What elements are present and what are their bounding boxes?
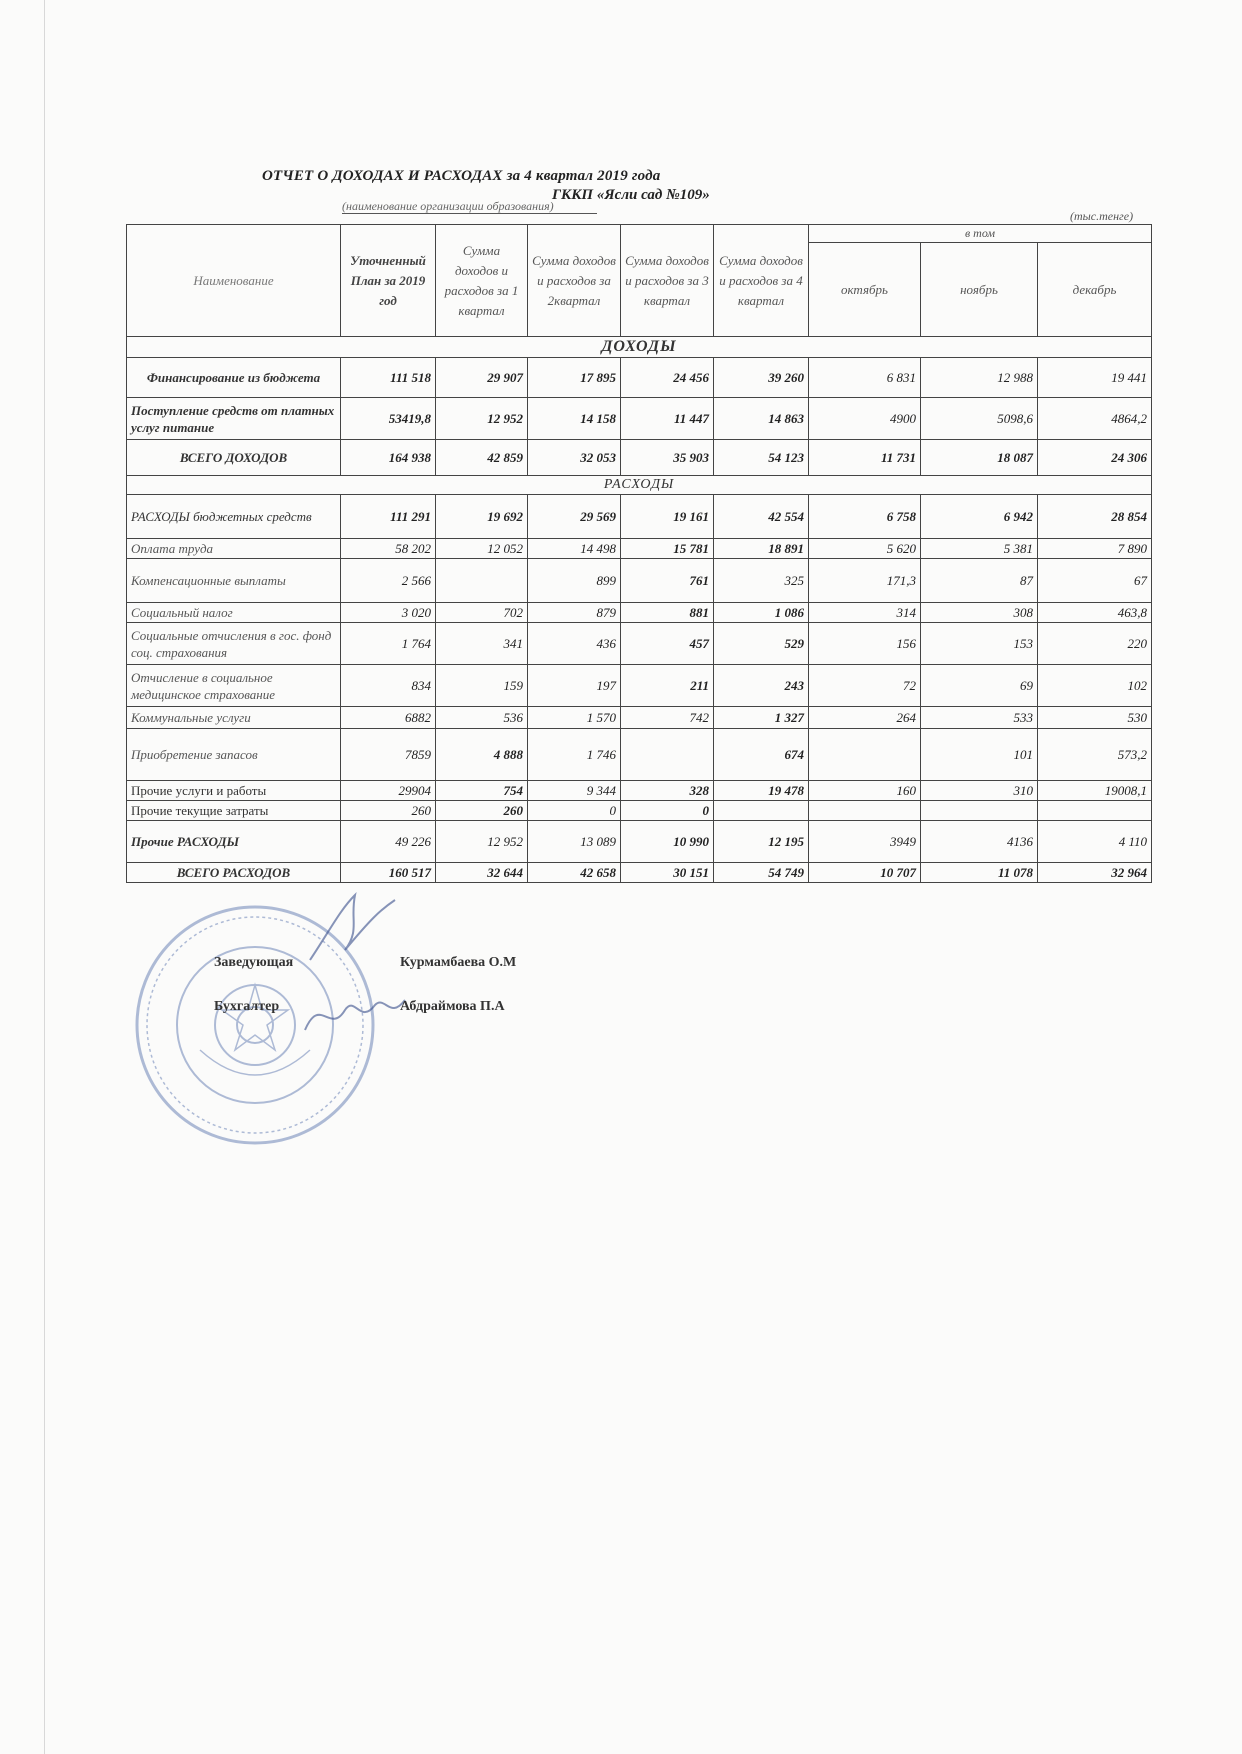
row-name: Коммунальные услуги <box>127 707 341 729</box>
cell-oct: 10 707 <box>809 863 921 883</box>
header-name: Наименование <box>127 225 341 337</box>
cell-q1: 29 907 <box>436 358 528 398</box>
cell-q3: 30 151 <box>621 863 714 883</box>
cell-oct: 6 831 <box>809 358 921 398</box>
cell-q1: 341 <box>436 623 528 665</box>
row-name: Социальные отчисления в гос. фонд соц. страхования <box>127 623 341 665</box>
cell-q2: 17 895 <box>528 358 621 398</box>
header-q2: Сумма доходов и расходов за 2квартал <box>528 225 621 337</box>
table-row <box>127 821 1152 863</box>
cell-nov: 87 <box>921 559 1038 603</box>
cell-nov: 308 <box>921 603 1038 623</box>
cell-q2: 13 089 <box>528 821 621 863</box>
table-row <box>127 398 1152 440</box>
cell-nov: 533 <box>921 707 1038 729</box>
cell-q2: 1 746 <box>528 729 621 781</box>
cell-plan: 111 291 <box>341 495 436 539</box>
table-row <box>127 665 1152 707</box>
cell-oct: 4900 <box>809 398 921 440</box>
table-row <box>127 781 1152 801</box>
cell-q2: 436 <box>528 623 621 665</box>
cell-q3: 0 <box>621 801 714 821</box>
table-row <box>127 358 1152 398</box>
cell-nov: 11 078 <box>921 863 1038 883</box>
cell-plan: 53419,8 <box>341 398 436 440</box>
report-table <box>126 224 1152 883</box>
table-row <box>127 559 1152 603</box>
cell-oct: 171,3 <box>809 559 921 603</box>
cell-dec: 463,8 <box>1038 603 1152 623</box>
cell-q1: 12 052 <box>436 539 528 559</box>
cell-dec: 19 441 <box>1038 358 1152 398</box>
cell-nov: 5 381 <box>921 539 1038 559</box>
cell-dec: 19008,1 <box>1038 781 1152 801</box>
cell-q1: 260 <box>436 801 528 821</box>
cell-q2: 14 158 <box>528 398 621 440</box>
header-november: ноябрь <box>921 243 1038 337</box>
cell-q3: 211 <box>621 665 714 707</box>
table-row <box>127 539 1152 559</box>
header-december: декабрь <box>1038 243 1152 337</box>
cell-plan: 164 938 <box>341 440 436 476</box>
head-name: Курмамбаева О.М <box>400 955 517 970</box>
cell-q4: 325 <box>714 559 809 603</box>
cell-dec: 7 890 <box>1038 539 1152 559</box>
table-row <box>127 707 1152 729</box>
cell-q1: 42 859 <box>436 440 528 476</box>
unit-label: (тыс.тенге) <box>1070 209 1134 223</box>
cell-oct: 5 620 <box>809 539 921 559</box>
cell-dec: 4864,2 <box>1038 398 1152 440</box>
cell-plan: 49 226 <box>341 821 436 863</box>
cell-dec: 102 <box>1038 665 1152 707</box>
cell-q4: 18 891 <box>714 539 809 559</box>
cell-q2: 0 <box>528 801 621 821</box>
stamp-star-icon <box>222 985 288 1050</box>
cell-plan: 160 517 <box>341 863 436 883</box>
row-name: Компенсационные выплаты <box>127 559 341 603</box>
row-name: Социальный налог <box>127 603 341 623</box>
cell-q3: 761 <box>621 559 714 603</box>
cell-oct: 3949 <box>809 821 921 863</box>
income-section-title: ДОХОДЫ <box>127 337 1152 358</box>
cell-q1: 32 644 <box>436 863 528 883</box>
head-role: Заведующая <box>214 955 294 970</box>
cell-nov <box>921 801 1038 821</box>
cell-dec <box>1038 801 1152 821</box>
cell-q4: 243 <box>714 665 809 707</box>
cell-plan: 7859 <box>341 729 436 781</box>
expense-section-title: РАСХОДЫ <box>127 476 1152 495</box>
cell-q4: 54 749 <box>714 863 809 883</box>
row-name: Отчисление в социальное медицинское страхование <box>127 665 341 707</box>
header-q4: Сумма доходов и расходов за 4 квартал <box>714 225 809 337</box>
cell-plan: 111 518 <box>341 358 436 398</box>
stamp-emblem-ring <box>215 985 295 1065</box>
cell-nov: 12 988 <box>921 358 1038 398</box>
cell-plan: 1 764 <box>341 623 436 665</box>
cell-dec: 220 <box>1038 623 1152 665</box>
cell-q2: 1 570 <box>528 707 621 729</box>
cell-q2: 9 344 <box>528 781 621 801</box>
page-edge <box>44 0 45 1754</box>
head-signature-icon <box>300 890 410 970</box>
cell-q1 <box>436 559 528 603</box>
cell-q2: 29 569 <box>528 495 621 539</box>
cell-nov: 6 942 <box>921 495 1038 539</box>
table-row <box>127 863 1152 883</box>
row-name: Финансирование из бюджета <box>127 358 341 398</box>
cell-dec: 24 306 <box>1038 440 1152 476</box>
report-title: ОТЧЕТ О ДОХОДАХ И РАСХОДАХ за 4 квартал 2019 года <box>262 168 661 184</box>
cell-q3: 457 <box>621 623 714 665</box>
row-name: Оплата труда <box>127 539 341 559</box>
row-name: РАСХОДЫ бюджетных средств <box>127 495 341 539</box>
row-name: Прочие услуги и работы <box>127 781 341 801</box>
cell-q1: 4 888 <box>436 729 528 781</box>
cell-plan: 58 202 <box>341 539 436 559</box>
cell-q4: 674 <box>714 729 809 781</box>
row-name: Поступление средств от платных услуг питание <box>127 398 341 440</box>
cell-dec: 4 110 <box>1038 821 1152 863</box>
cell-q4: 12 195 <box>714 821 809 863</box>
cell-nov: 69 <box>921 665 1038 707</box>
row-name: Прочие текущие затраты <box>127 801 341 821</box>
accountant-signature-icon <box>300 985 410 1045</box>
header-q3: Сумма доходов и расходов за 3 квартал <box>621 225 714 337</box>
cell-nov: 5098,6 <box>921 398 1038 440</box>
cell-q4: 1 327 <box>714 707 809 729</box>
cell-q1: 19 692 <box>436 495 528 539</box>
stamp-ribbon <box>200 1050 310 1075</box>
cell-plan: 3 020 <box>341 603 436 623</box>
cell-oct: 6 758 <box>809 495 921 539</box>
header-including: в том <box>809 225 1152 243</box>
cell-plan: 6882 <box>341 707 436 729</box>
row-name: Прочие РАСХОДЫ <box>127 821 341 863</box>
row-name: Приобретение запасов <box>127 729 341 781</box>
cell-oct: 314 <box>809 603 921 623</box>
table-row <box>127 603 1152 623</box>
cell-q3: 10 990 <box>621 821 714 863</box>
table-row <box>127 729 1152 781</box>
cell-q4: 14 863 <box>714 398 809 440</box>
cell-q3: 742 <box>621 707 714 729</box>
cell-q4: 39 260 <box>714 358 809 398</box>
cell-plan: 29904 <box>341 781 436 801</box>
cell-q3: 24 456 <box>621 358 714 398</box>
cell-nov: 101 <box>921 729 1038 781</box>
cell-q4 <box>714 801 809 821</box>
cell-q2: 14 498 <box>528 539 621 559</box>
cell-q2: 879 <box>528 603 621 623</box>
cell-q1: 754 <box>436 781 528 801</box>
header-q1: Сумма доходов и расходов за 1 квартал <box>436 225 528 337</box>
cell-plan: 260 <box>341 801 436 821</box>
table-row <box>127 440 1152 476</box>
cell-q4: 42 554 <box>714 495 809 539</box>
cell-q3: 11 447 <box>621 398 714 440</box>
cell-dec: 32 964 <box>1038 863 1152 883</box>
cell-oct: 160 <box>809 781 921 801</box>
table-row <box>127 495 1152 539</box>
cell-q3: 19 161 <box>621 495 714 539</box>
cell-nov: 4136 <box>921 821 1038 863</box>
organization-caption-text: (наименование организации образования) <box>342 199 554 213</box>
cell-q1: 536 <box>436 707 528 729</box>
cell-q3: 15 781 <box>621 539 714 559</box>
cell-q2: 42 658 <box>528 863 621 883</box>
cell-q4: 1 086 <box>714 603 809 623</box>
cell-q1: 12 952 <box>436 821 528 863</box>
table-row <box>127 801 1152 821</box>
cell-plan: 834 <box>341 665 436 707</box>
organization-name: ГККП «Ясли сад №109» <box>552 187 710 203</box>
cell-oct: 156 <box>809 623 921 665</box>
cell-q3: 881 <box>621 603 714 623</box>
cell-plan: 2 566 <box>341 559 436 603</box>
cell-q4: 19 478 <box>714 781 809 801</box>
accountant-name: Абдраймова П.А <box>400 999 505 1014</box>
header-plan: Уточненный План за 2019 год <box>341 225 436 337</box>
cell-q4: 54 123 <box>714 440 809 476</box>
cell-q1: 12 952 <box>436 398 528 440</box>
cell-q1: 702 <box>436 603 528 623</box>
accountant-role: Бухгалтер <box>214 999 280 1014</box>
cell-q2: 899 <box>528 559 621 603</box>
cell-q4: 529 <box>714 623 809 665</box>
cell-nov: 18 087 <box>921 440 1038 476</box>
cell-q2: 197 <box>528 665 621 707</box>
cell-q1: 159 <box>436 665 528 707</box>
cell-q3 <box>621 729 714 781</box>
cell-oct: 11 731 <box>809 440 921 476</box>
cell-dec: 530 <box>1038 707 1152 729</box>
cell-oct <box>809 729 921 781</box>
cell-nov: 310 <box>921 781 1038 801</box>
cell-dec: 28 854 <box>1038 495 1152 539</box>
header-october: октябрь <box>809 243 921 337</box>
cell-oct: 72 <box>809 665 921 707</box>
table-row <box>127 623 1152 665</box>
cell-dec: 67 <box>1038 559 1152 603</box>
cell-nov: 153 <box>921 623 1038 665</box>
row-name: ВСЕГО РАСХОДОВ <box>127 863 341 883</box>
cell-q3: 328 <box>621 781 714 801</box>
cell-q2: 32 053 <box>528 440 621 476</box>
cell-dec: 573,2 <box>1038 729 1152 781</box>
row-name: ВСЕГО ДОХОДОВ <box>127 440 341 476</box>
cell-oct <box>809 801 921 821</box>
cell-oct: 264 <box>809 707 921 729</box>
cell-q3: 35 903 <box>621 440 714 476</box>
